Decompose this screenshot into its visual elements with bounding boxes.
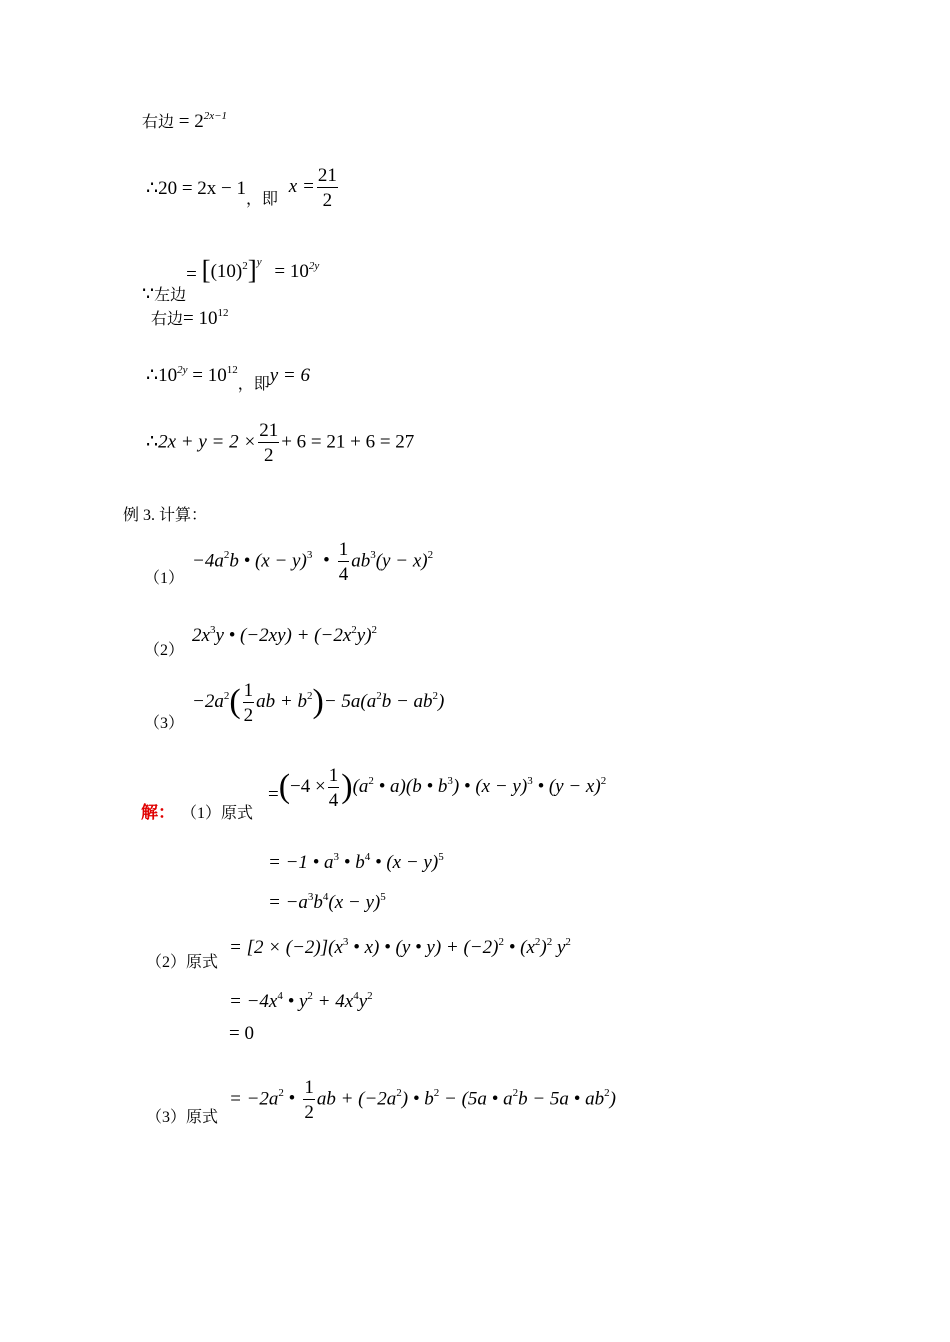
therefore-symbol: ∴ xyxy=(146,178,159,200)
solution-2-line-1 xyxy=(229,938,571,957)
exponent: 2 xyxy=(534,936,541,948)
left-paren: ( xyxy=(278,768,291,805)
exponent: 2y xyxy=(177,364,188,376)
exponent: 2 xyxy=(368,775,374,787)
expr-text: ) • b xyxy=(401,1088,434,1110)
expr-text: • x) • (y • y) + (−2) xyxy=(348,937,499,958)
exponent: 2 xyxy=(223,690,230,702)
exponent: 2 xyxy=(278,1087,284,1100)
expr-text: = −1 • a xyxy=(268,852,334,873)
expr-text: y xyxy=(358,991,368,1012)
expr-text: b xyxy=(313,892,323,913)
exponent: 2 xyxy=(367,990,373,1002)
exponent: 2 xyxy=(432,690,439,702)
exponent: 2 xyxy=(396,1087,402,1100)
expr-text: ab + (−2a xyxy=(316,1088,397,1110)
expr-text: = −2a xyxy=(229,1088,279,1110)
exponent: 3 xyxy=(342,936,349,948)
expr-text: 2x xyxy=(192,625,210,646)
fraction-numerator: 21 xyxy=(259,420,279,441)
expr-text: (x − y) xyxy=(328,892,381,913)
exponent: 5 xyxy=(438,851,444,863)
expr-text: −4 × xyxy=(290,776,326,797)
question-3-expression xyxy=(192,680,444,725)
exponent: 3 xyxy=(370,549,376,562)
expr-text: ) xyxy=(609,1088,616,1110)
line-left-side xyxy=(142,255,320,305)
solution-2-line-3: = 0 xyxy=(229,1023,254,1044)
exponent: 5 xyxy=(380,891,386,903)
question-label-1: （1） xyxy=(144,570,185,587)
fraction-numerator: 21 xyxy=(317,165,337,186)
exponent: 2 xyxy=(512,1087,519,1100)
fraction-denominator: 2 xyxy=(304,1102,314,1123)
line-right-side-2 xyxy=(151,309,228,328)
expr-text: • b xyxy=(339,852,365,873)
label-left-side: 左边 xyxy=(154,287,187,304)
fraction-numerator: 1 xyxy=(328,764,339,786)
question-1-expression xyxy=(192,540,433,584)
exponent: 3 xyxy=(306,549,313,562)
line-solve-x xyxy=(146,166,340,210)
left-bracket: [ xyxy=(201,255,211,285)
line-right-side-1 xyxy=(142,112,227,131)
exponent: 2 xyxy=(242,260,248,272)
fraction-numerator: 1 xyxy=(243,679,254,701)
exponent: 3 xyxy=(333,851,340,863)
question-label-2: （2） xyxy=(144,642,185,659)
question-label-3: （3） xyxy=(144,715,185,732)
solution-3-line-1 xyxy=(229,1078,616,1122)
exponent: 3 xyxy=(447,775,453,787)
exponent: 2 xyxy=(371,624,378,636)
label-right-side: 右边 xyxy=(142,114,175,131)
exponent: 4 xyxy=(364,851,371,863)
line-final-result xyxy=(146,421,414,465)
exponent: 2 xyxy=(351,624,357,636)
right-paren: ) xyxy=(312,683,324,720)
fraction xyxy=(328,766,340,810)
fraction xyxy=(258,421,279,465)
expr-text: −2a xyxy=(192,691,224,712)
solution-heading: 解： xyxy=(141,803,175,822)
expr-text: − (5a • a xyxy=(439,1088,513,1110)
exponent: 4 xyxy=(277,990,283,1002)
exponent: 2y xyxy=(308,260,320,272)
equals-sign: = xyxy=(268,784,279,805)
expr-text: (a xyxy=(352,776,369,797)
example-title: 例 3. 计算： xyxy=(123,507,208,524)
equation-text: (10) xyxy=(210,261,243,282)
solution-label-1: （1）原式 xyxy=(189,805,254,822)
equation-text: 2x + y = 2 × xyxy=(158,431,257,453)
expr-text: • (x − y) xyxy=(370,852,439,873)
exponent: 2 xyxy=(604,1087,610,1100)
fraction-denominator: 2 xyxy=(243,704,254,726)
fraction xyxy=(317,166,338,210)
expr-text: + 4x xyxy=(312,991,354,1012)
therefore-symbol: ∴ xyxy=(146,431,159,453)
expr-text: b • (x − y) xyxy=(229,550,307,572)
separator-text: ，即 xyxy=(237,376,270,393)
expr-text: • a)(b • b xyxy=(373,776,448,797)
expr-text: − 5a(a xyxy=(323,691,377,712)
fraction-denominator: 2 xyxy=(322,190,333,211)
expr-text: ab xyxy=(351,550,371,572)
expr-text: = [2 × (−2)](x xyxy=(229,937,343,958)
exponent: 2 xyxy=(223,549,230,562)
equation-text: = 10 xyxy=(183,308,218,329)
exponent: y xyxy=(256,256,262,268)
expr-text: b − ab xyxy=(381,691,433,712)
dot-operator: • xyxy=(323,550,330,572)
expr-text: = −a xyxy=(268,892,308,913)
result-y: y = 6 xyxy=(269,365,310,386)
exponent: 2x−1 xyxy=(203,110,228,122)
equation-text: = 10 xyxy=(274,261,309,282)
exponent: 2 xyxy=(433,1087,440,1100)
solution-2-line-2 xyxy=(229,992,373,1011)
fraction xyxy=(303,1078,315,1122)
expr-text: y • (−2xy) + (−2x xyxy=(215,625,352,646)
question-2-expression xyxy=(192,626,377,645)
expr-text: y xyxy=(552,937,566,958)
expr-text: • (x xyxy=(503,937,535,958)
exponent: 4 xyxy=(322,891,329,903)
exponent: 2 xyxy=(306,690,313,702)
exponent: 2 xyxy=(565,936,571,948)
equation-text: 20 = 2x − 1 xyxy=(158,178,247,200)
solution-1-line-3 xyxy=(268,893,386,912)
therefore-symbol: ∴ xyxy=(146,365,159,386)
expr-text: ab + b xyxy=(256,691,307,712)
equation-text: + 6 = 21 + 6 = 27 xyxy=(281,431,415,453)
equation-text: 10 xyxy=(158,365,178,386)
expr-text: (y − x) xyxy=(375,550,428,572)
exponent: 2 xyxy=(600,775,607,787)
solution-1-label-row xyxy=(141,803,253,822)
label-right-side: 右边 xyxy=(151,311,184,328)
expr-text: • (y − x) xyxy=(532,776,601,797)
exponent: 3 xyxy=(527,775,533,787)
solution-label-3: （3）原式 xyxy=(146,1109,219,1126)
expr-text: • y xyxy=(282,991,308,1012)
exponent: 2 xyxy=(427,549,434,562)
exponent: 3 xyxy=(307,891,314,903)
exponent: 2 xyxy=(307,990,313,1002)
right-bracket: ] xyxy=(247,255,257,285)
expr-text: ) xyxy=(540,937,547,958)
fraction-denominator: 4 xyxy=(338,564,349,585)
expr-text: ) xyxy=(438,691,445,712)
expr-text: ) • (x − y) xyxy=(452,776,528,797)
fraction-denominator: 2 xyxy=(263,445,274,466)
line-solve-y xyxy=(146,364,310,393)
expr-text: −4a xyxy=(192,550,224,572)
exponent: 2 xyxy=(546,936,553,948)
right-paren: ) xyxy=(341,768,353,805)
equation-text: = 2 xyxy=(174,111,204,132)
left-paren: ( xyxy=(229,683,241,720)
expr-text: y) xyxy=(356,625,372,646)
fraction-numerator: 1 xyxy=(338,539,349,560)
solution-1-line-2 xyxy=(268,853,444,872)
exponent: 4 xyxy=(353,990,359,1002)
because-symbol: ∵ xyxy=(142,284,155,305)
exponent: 2 xyxy=(376,690,382,702)
expr-text: b − 5a • ab xyxy=(518,1088,605,1110)
equation-text: = 10 xyxy=(187,365,227,386)
exponent: 3 xyxy=(209,624,216,636)
x-equals: x = xyxy=(288,176,315,198)
solution-label-2: （2）原式 xyxy=(146,954,219,971)
dot-operator: • xyxy=(283,1088,296,1110)
separator-text: ，即 xyxy=(246,191,279,209)
fraction-denominator: 4 xyxy=(328,789,339,811)
fraction xyxy=(338,540,350,584)
solution-1-line-1 xyxy=(268,765,606,810)
equation-text: = xyxy=(186,264,197,285)
fraction-numerator: 1 xyxy=(304,1077,314,1098)
exponent: 2 xyxy=(498,936,504,948)
exponent: 12 xyxy=(217,307,229,319)
fraction xyxy=(243,681,255,725)
expr-text: = −4x xyxy=(229,991,278,1012)
exponent: 12 xyxy=(226,364,238,376)
